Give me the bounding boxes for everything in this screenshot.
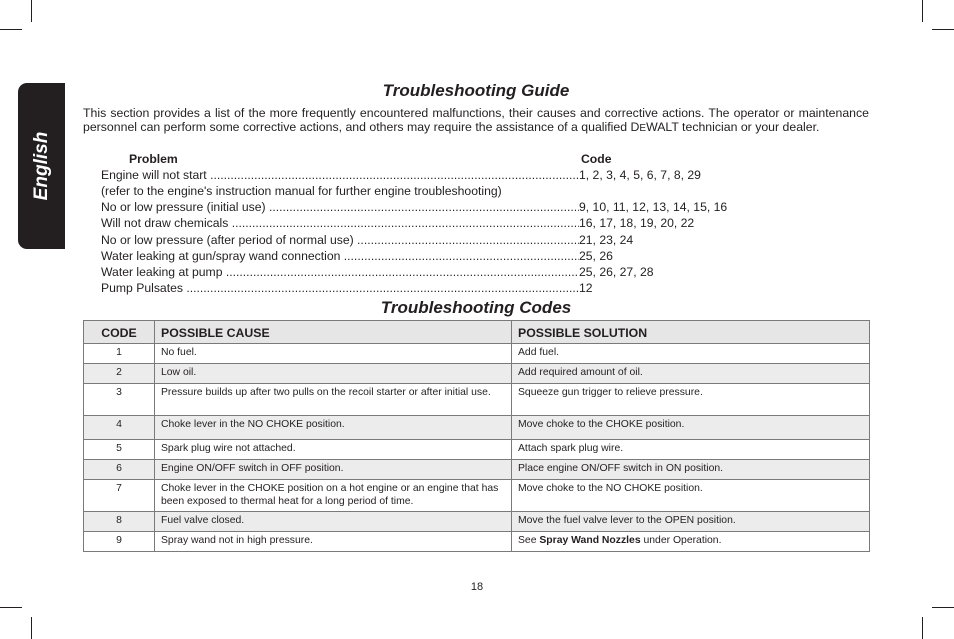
problem-text: Pump Pulsates .....	[101, 281, 579, 295]
code-header: CODE	[84, 321, 155, 344]
problem-text: No or low pressure (after period of normal use) .....	[101, 233, 579, 247]
brand-name: DEWALT	[630, 120, 679, 134]
solution-cell: Place engine ON/OFF switch in ON position.	[512, 460, 870, 480]
problem-row	[101, 183, 801, 199]
language-tab	[18, 83, 65, 249]
cause-cell: Fuel valve closed.	[155, 512, 512, 532]
crop-mark	[0, 29, 22, 30]
cause-cell: Engine ON/OFF switch in OFF position.	[155, 460, 512, 480]
problem-codes: 25, 26	[579, 248, 613, 263]
troubleshooting-codes-table	[83, 320, 870, 552]
solution-cell: Attach spark plug wire.	[512, 440, 870, 460]
problem-row	[101, 199, 801, 215]
crop-mark	[932, 29, 954, 30]
problem-row	[101, 280, 801, 296]
cause-cell: Low oil.	[155, 364, 512, 384]
problem-text: Water leaking at gun/spray wand connection .....	[101, 249, 579, 263]
cause-cell: Choke lever in the CHOKE position on a hot engine or an engine that has been exposed to thermal heat for a long period of time.	[155, 480, 512, 512]
table-row	[84, 480, 870, 512]
cause-cell: No fuel.	[155, 344, 512, 364]
problem-codes: 25, 26, 27, 28	[579, 264, 654, 279]
table-row	[84, 512, 870, 532]
crop-mark	[0, 607, 22, 608]
problem-text: No or low pressure (initial use) .....	[101, 200, 579, 214]
code-cell: 9	[84, 532, 155, 552]
intro-paragraph: This section provides a list of the more frequently encountered malfunctions, their causes and corrective actions. The operator or maintenance personnel can perform some corrective actions, and others may require the assistance of a qualified DEWALT technician or your dealer.	[83, 106, 869, 134]
table-row	[84, 460, 870, 480]
code-cell: 7	[84, 480, 155, 512]
page-number: 18	[470, 581, 484, 593]
code-cell: 1	[84, 344, 155, 364]
solution-cell: Move the fuel valve lever to the OPEN position.	[512, 512, 870, 532]
crop-mark	[31, 617, 32, 639]
problem-codes: 1, 2, 3, 4, 5, 6, 7, 8, 29	[579, 168, 701, 183]
cause-cell: Spray wand not in high pressure.	[155, 532, 512, 552]
crop-mark	[932, 607, 954, 608]
solution-cell: Squeeze gun trigger to relieve pressure.	[512, 384, 870, 416]
problem-row	[101, 231, 801, 247]
table-row	[84, 416, 870, 440]
problem-list	[101, 151, 801, 296]
spray-wand-nozzles-reference: Spray Wand Nozzles	[539, 535, 641, 546]
language-tab-label: English	[30, 131, 52, 201]
table-row	[84, 440, 870, 460]
code-cell: 2	[84, 364, 155, 384]
table-row	[84, 344, 870, 364]
cause-cell: Spark plug wire not attached.	[155, 440, 512, 460]
crop-mark	[922, 0, 923, 22]
problem-row	[101, 264, 801, 280]
problem-row	[101, 215, 801, 231]
code-cell: 8	[84, 512, 155, 532]
problem-text: Engine will not start .....	[101, 168, 579, 182]
table-row	[84, 384, 870, 416]
code-cell: 5	[84, 440, 155, 460]
solution-cell: Add fuel.	[512, 344, 870, 364]
problem-codes: 12	[579, 280, 593, 295]
solution-cell: Add required amount of oil.	[512, 364, 870, 384]
problem-text: (refer to the engine's instruction manual for further engine troubleshooting)	[101, 184, 502, 199]
problem-list-header	[101, 151, 801, 167]
solution-cell: Move choke to the CHOKE position.	[512, 416, 870, 440]
problem-column-header: Problem	[129, 152, 178, 167]
table-row	[84, 364, 870, 384]
solution-cell: See Spray Wand Nozzles under Operation.	[512, 532, 870, 552]
code-column-header: Code	[581, 152, 612, 167]
solution-cell: Move choke to the NO CHOKE position.	[512, 480, 870, 512]
table-row	[84, 532, 870, 552]
table-header-row	[84, 321, 870, 344]
troubleshooting-codes-title: Troubleshooting Codes	[380, 298, 572, 317]
problem-codes: 21, 23, 24	[579, 232, 634, 247]
troubleshooting-guide-title: Troubleshooting Guide	[382, 81, 570, 100]
cause-cell: Pressure builds up after two pulls on the recoil starter or after initial use.	[155, 384, 512, 416]
problem-row	[101, 248, 801, 264]
code-cell: 3	[84, 384, 155, 416]
crop-mark	[31, 0, 32, 22]
crop-mark	[922, 617, 923, 639]
problem-text: Will not draw chemicals .....	[101, 216, 579, 230]
code-cell: 6	[84, 460, 155, 480]
solution-header: POSSIBLE SOLUTION	[512, 321, 870, 344]
problem-codes: 16, 17, 18, 19, 20, 22	[579, 216, 695, 231]
cause-cell: Choke lever in the NO CHOKE position.	[155, 416, 512, 440]
problem-text: Water leaking at pump .....	[101, 265, 579, 279]
code-cell: 4	[84, 416, 155, 440]
problem-row	[101, 167, 801, 183]
problem-codes: 9, 10, 11, 12, 13, 14, 15, 16	[579, 200, 728, 215]
cause-header: POSSIBLE CAUSE	[155, 321, 512, 344]
